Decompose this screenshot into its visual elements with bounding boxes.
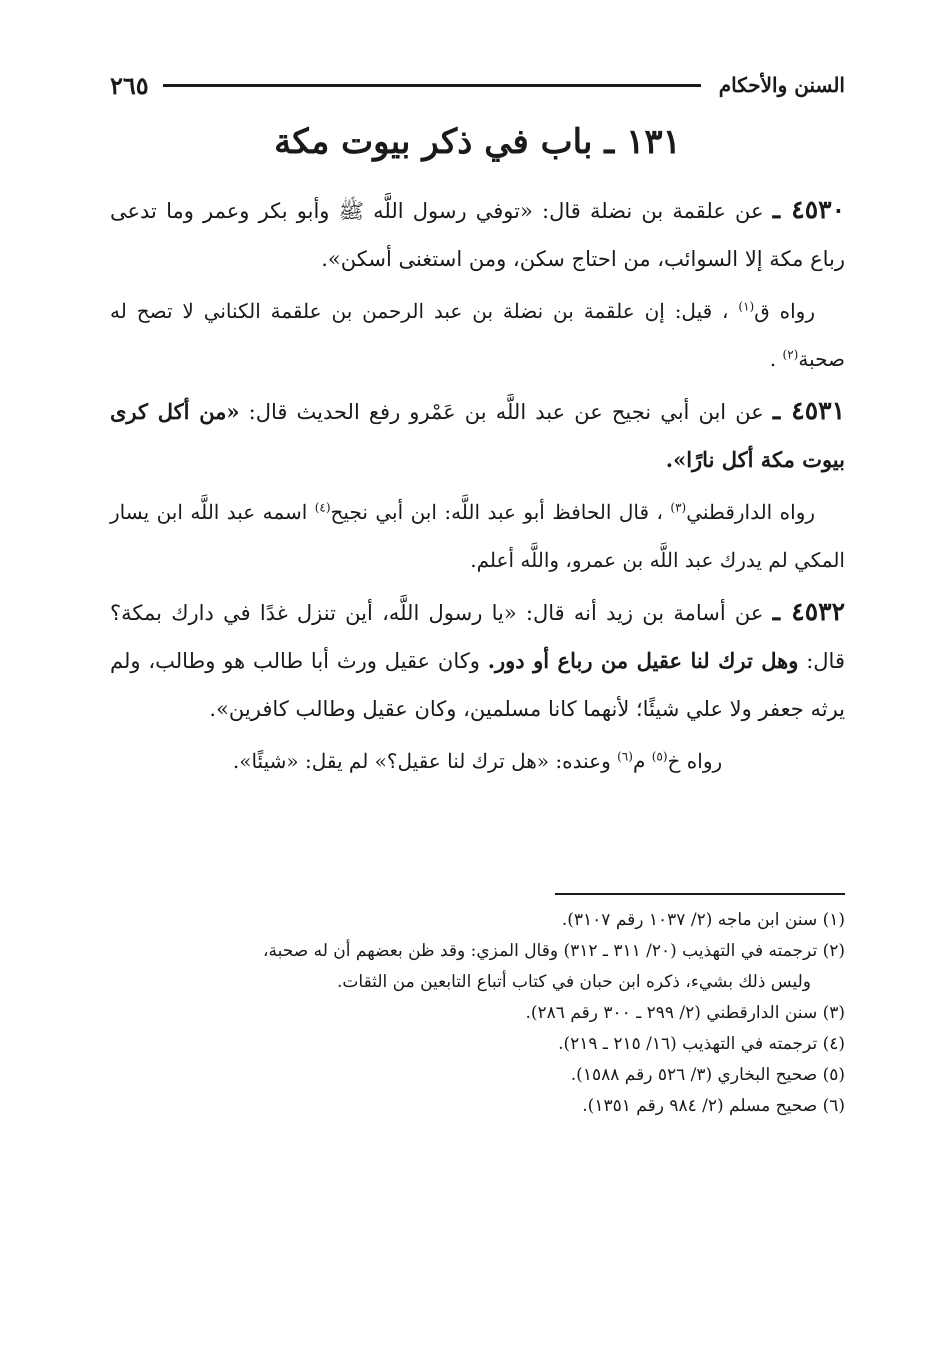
hadith-text: وكان عقيل ورث أبا طالب هو وطالب، ولم يرثه جعفر ولا علي شيئًا؛ لأنهما كانا مسلمين، وكان عقيل وطالب كافرين». xyxy=(110,649,845,722)
footnote-ref: (١) xyxy=(738,299,755,314)
takhrij-text: اسمه عبد اللَّه ابن يسار المكي لم يدرك عبد اللَّه بن عمرو، واللَّه أعلم. xyxy=(110,500,845,573)
hadith-number: ٤٥٣٠ ـ xyxy=(772,195,845,225)
footnote-rule xyxy=(555,893,845,895)
hadith-4532-takhrij xyxy=(110,737,845,785)
footnote-2: (٢) ترجمته في التهذيب (٢٠/ ٣١١ ـ ٣١٢) وقال المزي: وقد ظن بعضهم أن له صحبة، xyxy=(263,941,845,962)
footnote-ref: (٤) xyxy=(314,500,331,515)
footnote-4: (٤) ترجمته في التهذيب (١٦/ ٢١٥ ـ ٢١٩). xyxy=(558,1034,845,1055)
hadith-4532 xyxy=(110,588,845,733)
hadith-text: عن ابن أبي نجيح عن عبد اللَّه بن عَمْرو رفع الحديث قال: xyxy=(239,400,764,425)
footnote-5: (٥) صحيح البخاري (٣/ ٥٢٦ رقم ١٥٨٨). xyxy=(570,1065,845,1086)
takhrij-text: . xyxy=(769,347,777,372)
takhrij-text: رواه ق xyxy=(754,299,815,324)
running-title: السنن والأحكام xyxy=(718,73,845,97)
running-header xyxy=(110,60,845,110)
chapter-title: ١٣١ ـ باب في ذكر بيوت مكة xyxy=(274,122,681,162)
page-number: ٢٦٥ xyxy=(110,70,149,100)
footnote-ref: (٦) xyxy=(617,749,633,764)
hadith-text: عن أسامة بن زيد أنه قال: «يا رسول اللَّه، أين تنزل غدًا في دارك بمكة؟ قال: xyxy=(110,601,845,674)
takhrij-text: ، قال الحافظ أبو عبد اللَّه: ابن أبي نجيح xyxy=(330,500,663,525)
footnote-1: (١) سنن ابن ماجه (٢/ ١٠٣٧ رقم ٣١٠٧). xyxy=(561,910,845,931)
hadith-matn-bold: وهل ترك لنا عقيل من رباع أو دور. xyxy=(487,648,799,674)
footnote-6: (٦) صحيح مسلم (٢/ ٩٨٤ رقم ١٣٥١). xyxy=(582,1096,845,1117)
hadith-text: عن علقمة بن نضلة قال: «توفي رسول اللَّه ﷺ وأبو بكر وعمر وما تدعى رباع مكة إلا السوائب، من احتاج سكن، ومن استغنى أسكن». xyxy=(110,199,845,272)
takhrij-text: ، قيل: إن علقمة بن نضلة بن عبد الرحمن بن علقمة الكناني لا تصح له صحبة xyxy=(110,299,845,372)
footnote-2-continued: وليس ذلك بشيء، ذكره ابن حبان في كتاب أتباع التابعين من الثقات. xyxy=(337,972,811,993)
takhrij-text: رواه خ xyxy=(667,749,723,774)
hadith-4530-takhrij xyxy=(110,287,845,383)
footnote-ref: (٣) xyxy=(670,500,687,515)
footnote-3: (٣) سنن الدارقطني (٢/ ٢٩٩ ـ ٣٠٠ رقم ٢٨٦). xyxy=(525,1003,845,1024)
header-rule xyxy=(163,84,701,87)
takhrij-text: م xyxy=(632,749,652,774)
footnote-ref: (٥) xyxy=(651,749,668,764)
hadith-matn-bold: «من أكل كرى بيوت مكة أكل نارًا». xyxy=(110,399,845,473)
takhrij-text: وعنده: «هل ترك لنا عقيل؟» لم يقل: «شيئًا». xyxy=(232,749,618,774)
footnote-ref: (٢) xyxy=(782,347,799,362)
hadith-4531 xyxy=(110,387,845,484)
hadith-number: ٤٥٣٢ ـ xyxy=(772,597,845,627)
footnotes xyxy=(110,905,845,1122)
hadith-4531-takhrij xyxy=(110,488,845,584)
hadith-4530 xyxy=(110,186,845,283)
hadith-number: ٤٥٣١ ـ xyxy=(772,396,845,426)
takhrij-text: رواه الدارقطني xyxy=(686,500,816,525)
book-page xyxy=(110,60,845,1122)
